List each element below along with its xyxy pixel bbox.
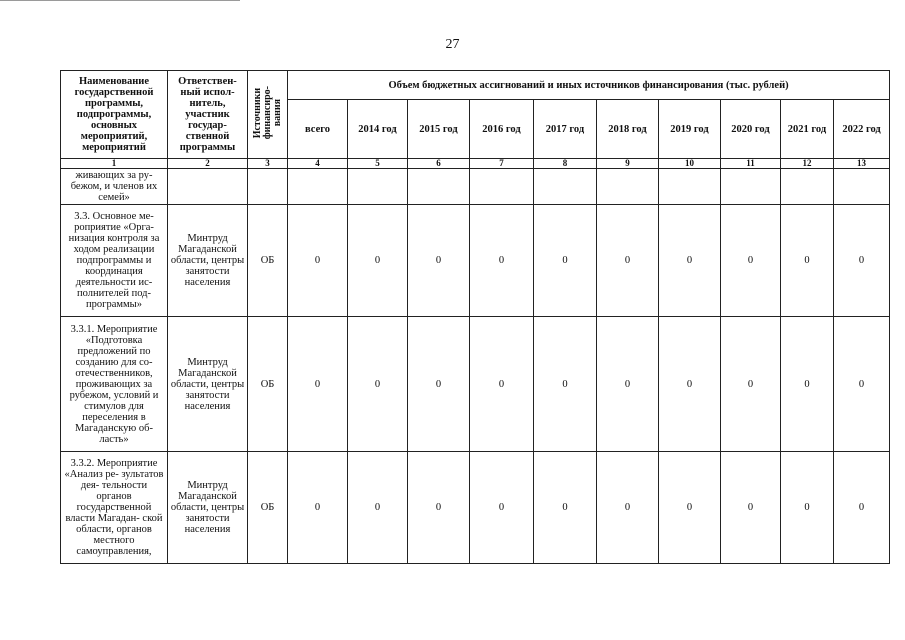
row-value: 0 [408,317,470,452]
row-value [534,169,597,205]
column-number-row [61,159,890,169]
row-value: 0 [348,452,408,564]
row-value [348,169,408,205]
column-number: 9 [597,159,659,169]
row-value: 0 [721,452,781,564]
row-value: 0 [534,317,597,452]
row-responsible: Минтруд Магаданской области, центры занятости населения [168,317,248,452]
budget-table [60,70,890,564]
row-source [248,169,288,205]
row-value: 0 [288,452,348,564]
column-number: 3 [248,159,288,169]
row-source: ОБ [248,205,288,317]
column-number: 6 [408,159,470,169]
header-source: Источники финансиро- вания [248,71,288,159]
row-source: ОБ [248,317,288,452]
row-value: 0 [597,205,659,317]
column-number: 2 [168,159,248,169]
header-year: 2020 год [721,100,781,159]
table-row [61,205,890,317]
row-name: 3.3.1. Мероприятие «Подготовка предложений по созданию для со- отечественников, проживающих за рубежом, условий и стимулов для переселения в Магаданскую об- ласть» [61,317,168,452]
row-value: 0 [834,452,890,564]
row-value: 0 [288,205,348,317]
row-name: живающих за ру- бежом, и членов их семей» [61,169,168,205]
column-number: 8 [534,159,597,169]
row-responsible: Минтруд Магаданской области, центры занятости населения [168,205,248,317]
row-value: 0 [348,205,408,317]
row-value: 0 [659,317,721,452]
row-source: ОБ [248,452,288,564]
row-value: 0 [597,317,659,452]
column-number: 1 [61,159,168,169]
header-year: 2021 год [781,100,834,159]
row-name: 3.3. Основное ме- роприятие «Орга- низация контроля за ходом реализации подпрограммы и координация деятельности ис- полнителей под- программы» [61,205,168,317]
row-value [721,169,781,205]
header-year: 2017 год [534,100,597,159]
header-year: 2018 год [597,100,659,159]
row-value: 0 [408,452,470,564]
header-year: 2019 год [659,100,721,159]
column-number: 4 [288,159,348,169]
row-value: 0 [534,205,597,317]
row-value: 0 [408,205,470,317]
scan-artifact-line [0,0,240,1]
header-volume: Объем бюджетных ассигнований и иных источников финансирования (тыс. рублей) [288,71,890,100]
row-value: 0 [470,317,534,452]
column-number: 7 [470,159,534,169]
header-year: 2016 год [470,100,534,159]
header-year: 2022 год [834,100,890,159]
table-row [61,169,890,205]
row-value [659,169,721,205]
row-responsible: Минтруд Магаданской области, центры занятости населения [168,452,248,564]
row-value: 0 [659,452,721,564]
row-value [597,169,659,205]
column-number: 13 [834,159,890,169]
row-value: 0 [721,317,781,452]
row-value: 0 [781,452,834,564]
row-value: 0 [834,205,890,317]
row-value: 0 [348,317,408,452]
column-number: 5 [348,159,408,169]
row-value [288,169,348,205]
header-responsible: Ответствен- ный испол- нитель, участник государ- ственной программы [168,71,248,159]
row-value [781,169,834,205]
row-value: 0 [470,452,534,564]
column-number: 11 [721,159,781,169]
header-year: 2014 год [348,100,408,159]
header-row-top [61,71,890,100]
row-value: 0 [781,317,834,452]
table-row [61,317,890,452]
row-value: 0 [470,205,534,317]
header-year: 2015 год [408,100,470,159]
row-value: 0 [659,205,721,317]
row-value [470,169,534,205]
page-number: 27 [445,37,460,52]
header-name: Наименование государственной программы, подпрограммы, основных мероприятий, мероприятий [61,71,168,159]
row-value: 0 [597,452,659,564]
row-value [834,169,890,205]
row-value: 0 [834,317,890,452]
row-value: 0 [534,452,597,564]
row-value: 0 [288,317,348,452]
row-name: 3.3.2. Мероприятие «Анализ ре- зультатов дея- тельности органов государственной власти Магадан- ской области, органов местного самоуправления, [61,452,168,564]
table-row [61,452,890,564]
row-value [408,169,470,205]
column-number: 12 [781,159,834,169]
row-value: 0 [721,205,781,317]
row-value: 0 [781,205,834,317]
row-responsible [168,169,248,205]
header-year: всего [288,100,348,159]
column-number: 10 [659,159,721,169]
